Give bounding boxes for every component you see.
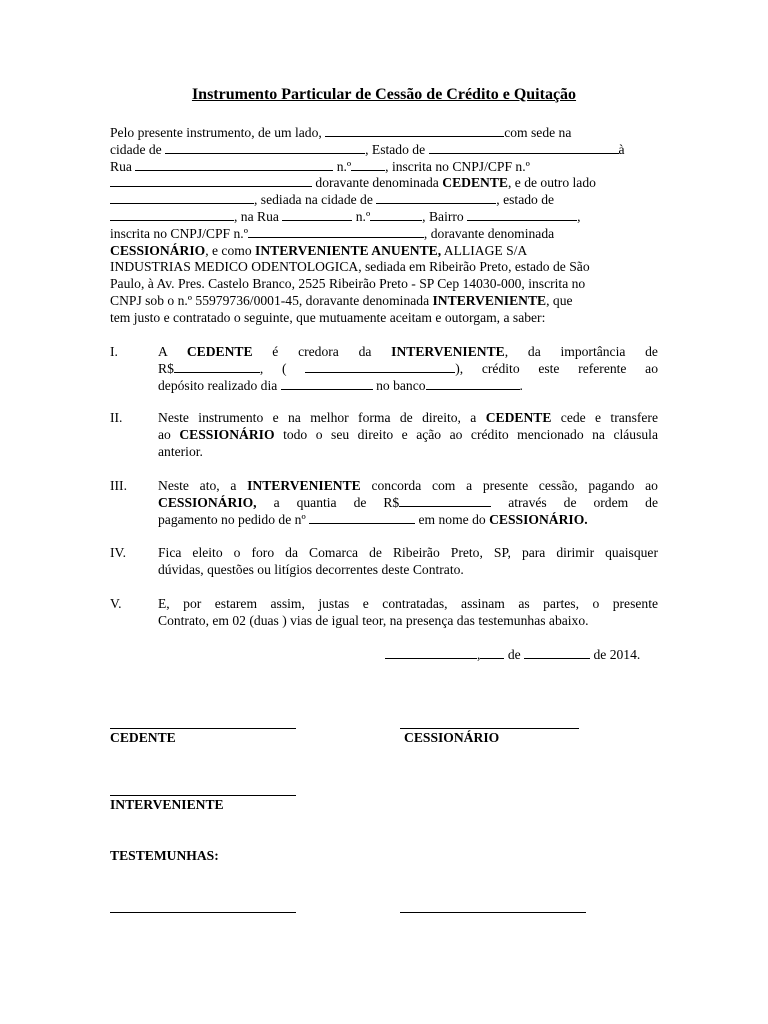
- blank-field[interactable]: [426, 378, 520, 390]
- clause-text: [158, 545, 658, 579]
- intro-line-1: [110, 125, 643, 142]
- intro-text: Pelo presente instrumento, de um lado,: [110, 125, 322, 140]
- blank-field[interactable]: [467, 209, 577, 221]
- clause-line: [158, 495, 658, 512]
- blank-field[interactable]: [429, 142, 619, 154]
- intro-line-10: Paulo, à Av. Pres. Castelo Branco, 2525 Ribeirão Preto - SP Cep 14030-000, inscrita no: [110, 276, 586, 292]
- date-text: de 2014.: [593, 647, 641, 662]
- clause-line: [158, 344, 658, 361]
- clause-line: E, por estarem assim, justas e contratadas, assinam as partes, o presente: [158, 596, 658, 611]
- clause-line: anterior.: [158, 443, 203, 459]
- cedente-signature-line[interactable]: [110, 728, 296, 729]
- blank-field[interactable]: [376, 192, 496, 204]
- blank-field[interactable]: [174, 361, 260, 373]
- cessionario-signature-label: CESSIONÁRIO: [404, 730, 500, 745]
- clause-text: [158, 344, 658, 394]
- blank-field[interactable]: [281, 378, 373, 390]
- clause-text-part: ao: [158, 426, 171, 442]
- intro-text: Rua: [110, 158, 132, 174]
- clause-text-part: é credora da: [272, 344, 372, 359]
- clause-line: [158, 512, 658, 529]
- clause-line: dúvidas, questões ou litígios decorrentes deste Contrato.: [158, 561, 464, 577]
- clause-text-part: , (: [259, 360, 287, 376]
- clause-line: [158, 378, 658, 395]
- intro-text: , na Rua: [234, 208, 279, 224]
- intro-text: inscrita no CNPJ/CPF n.º: [110, 225, 248, 241]
- clause-line: [158, 427, 658, 444]
- intro-line-11: [110, 293, 643, 310]
- intro-text: CNPJ sob o n.º 55979736/0001-45, doravante denominada: [110, 292, 430, 308]
- intro-text: , estado de: [496, 192, 555, 208]
- intro-text: , inscrita no CNPJ/CPF n.º: [385, 158, 530, 174]
- clause-text-part: todo o seu direito e ação ao crédito mencionado na cláusula: [283, 426, 658, 442]
- intro-text: com sede na: [504, 125, 572, 140]
- clause-text-part: depósito realizado dia: [158, 377, 278, 393]
- date-line: [385, 647, 640, 663]
- blank-field[interactable]: [309, 512, 415, 524]
- blank-field[interactable]: [370, 209, 422, 221]
- cedente-term: CEDENTE: [485, 410, 552, 425]
- intro-line-7: [110, 226, 643, 243]
- blank-field[interactable]: [110, 175, 312, 187]
- intro-line-4: [110, 175, 643, 192]
- intro-text: , sediada na cidade de: [254, 192, 373, 208]
- intro-line-3: [110, 159, 643, 176]
- intro-text: à: [618, 141, 625, 157]
- clause-text-part: Neste ato, a: [158, 478, 237, 493]
- clause-text-part: pagamento no pedido de nº: [158, 511, 306, 527]
- clause-line: Contrato, em 02 (duas ) vias de igual teor, na presença das testemunhas abaixo.: [158, 612, 589, 628]
- clause-line: [158, 410, 658, 427]
- date-text: ,: [477, 647, 481, 662]
- clause-line: Fica eleito o foro da Comarca de Ribeirão Preto, SP, para dirimir quaisquer: [158, 545, 658, 560]
- intro-line-12: tem justo e contratado o seguinte, que mutuamente aceitam e outorgam, a saber:: [110, 309, 546, 325]
- cessionario-term: CESSIONÁRIO: [179, 426, 275, 442]
- intro-text: ALLIAGE S/A: [443, 242, 528, 258]
- intro-line-5: [110, 192, 643, 209]
- clause-line: [158, 478, 658, 495]
- clause-text-part: A: [158, 344, 168, 359]
- intro-text: , que: [546, 292, 573, 308]
- intro-line-9: INDUSTRIAS MEDICO ODENTOLOGICA, sediada em Ribeirão Preto, estado de São: [110, 259, 590, 275]
- clause-text: [158, 478, 658, 528]
- intro-text: cidade de: [110, 141, 162, 157]
- blank-field[interactable]: [325, 125, 504, 137]
- intro-text: ,: [577, 208, 581, 224]
- intro-text: , e de outro lado: [507, 175, 596, 191]
- clause-text-part: a quantia de R$: [273, 494, 400, 510]
- cedente-signature-label: CEDENTE: [110, 730, 176, 745]
- date-city-field[interactable]: [385, 647, 477, 659]
- clause-text-part: , da importância de: [504, 344, 658, 359]
- clause-text-part: cede e transfere: [560, 410, 658, 425]
- clause-line: [158, 361, 658, 378]
- intro-line-8: [110, 243, 643, 260]
- clause-text-part: Neste instrumento e na melhor forma de direito, a: [158, 410, 477, 425]
- interveniente-term: INTERVENIENTE: [247, 478, 361, 493]
- interveniente-signature-label: INTERVENIENTE: [110, 797, 224, 812]
- intro-text: doravante denominada: [315, 175, 439, 191]
- date-month-field[interactable]: [524, 647, 590, 659]
- clause-number: V.: [110, 596, 122, 611]
- clause-number: III.: [110, 478, 127, 493]
- cessionario-term: CESSIONÁRIO.: [489, 511, 588, 527]
- clause-text-part: em nome do: [418, 511, 486, 527]
- intro-text: , e como: [205, 242, 252, 258]
- interveniente-term: INTERVENIENTE: [391, 344, 505, 359]
- clause-number: II.: [110, 410, 123, 425]
- intro-line-2: [110, 142, 643, 159]
- cessionario-term: CESSIONÁRIO,: [158, 494, 257, 510]
- blank-field[interactable]: [305, 361, 455, 373]
- blank-field[interactable]: [110, 209, 234, 221]
- clause-text: [158, 596, 658, 630]
- clause-text-part: concorda com a presente cessão, pagando ao: [371, 478, 658, 493]
- blank-field[interactable]: [110, 192, 254, 204]
- clause-number: I.: [110, 344, 118, 359]
- intro-line-6: [110, 209, 643, 226]
- intro-text: , Bairro: [422, 208, 464, 224]
- clause-text-part: R$: [158, 360, 174, 376]
- clause-text-part: ), crédito este referente ao: [455, 360, 658, 376]
- blank-field[interactable]: [282, 209, 352, 221]
- intro-text: n.º: [336, 158, 352, 174]
- cessionario-term: CESSIONÁRIO: [110, 242, 206, 258]
- blank-field[interactable]: [351, 159, 385, 171]
- witness-2-signature-line[interactable]: [400, 912, 586, 913]
- witnesses-heading: TESTEMUNHAS:: [110, 848, 219, 863]
- clause-text-part: através de ordem de: [508, 494, 659, 510]
- cedente-term: CEDENTE: [442, 175, 508, 191]
- blank-field[interactable]: [399, 495, 491, 507]
- intro-paragraph: [110, 125, 643, 327]
- clause-text-part: no banco: [376, 377, 426, 393]
- interveniente-signature-line[interactable]: [110, 795, 296, 796]
- interveniente-term: INTERVENIENTE: [432, 292, 547, 308]
- date-text: de: [507, 647, 521, 662]
- interveniente-anuente-term: INTERVENIENTE ANUENTE,: [255, 242, 442, 258]
- blank-field[interactable]: [165, 142, 365, 154]
- intro-text: , doravante denominada: [423, 225, 555, 241]
- intro-text: , Estado de: [365, 141, 426, 157]
- cessionario-signature-line[interactable]: [400, 728, 579, 729]
- clause-number: IV.: [110, 545, 126, 560]
- blank-field[interactable]: [135, 159, 333, 171]
- witness-1-signature-line[interactable]: [110, 912, 296, 913]
- clause-text: [158, 410, 658, 460]
- document-title: Instrumento Particular de Cessão de Crédito e Quitação: [191, 86, 577, 103]
- date-day-field[interactable]: [480, 647, 504, 659]
- clause-text-part: .: [519, 377, 523, 393]
- blank-field[interactable]: [248, 226, 424, 238]
- intro-text: n.º: [355, 208, 371, 224]
- cedente-term: CEDENTE: [186, 344, 253, 359]
